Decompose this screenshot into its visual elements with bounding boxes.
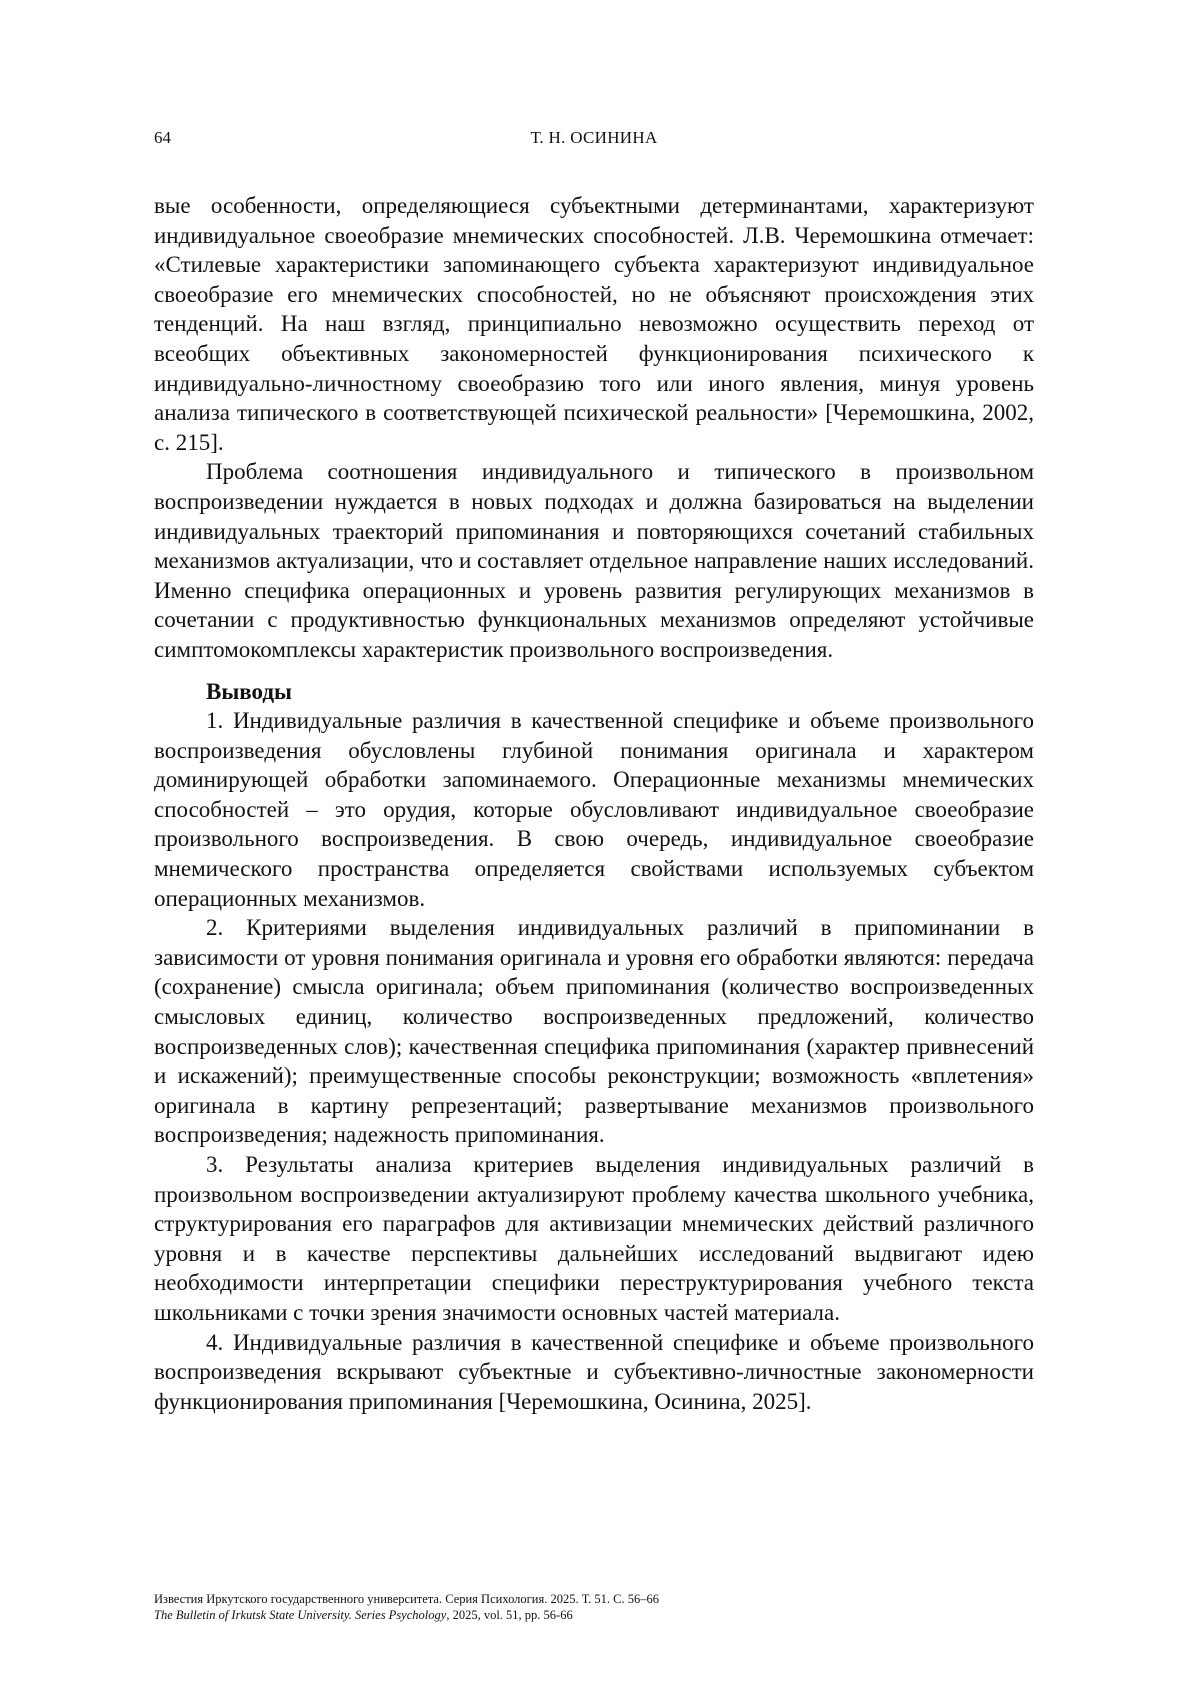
running-title: Т. Н. ОСИНИНА — [530, 128, 658, 147]
footer-citation-ru: Известия Иркутского государственного университета. Серия Психология. 2025. Т. 51. С. 56–66 — [154, 1592, 659, 1606]
footer-journal-title-en: The Bulletin of Irkutsk State University. Series Psychology — [154, 1608, 447, 1622]
page-header — [154, 126, 1034, 150]
page-number: 64 — [154, 128, 171, 147]
footer-volume-en: , 2025, vol. 51, pp. 56-66 — [446, 1608, 573, 1622]
page-footer — [154, 1591, 1034, 1623]
section-heading: Выводы — [206, 678, 292, 704]
conclusion-item: 1. Индивидуальные различия в качественной специфике и объеме произвольного воспроизведения обусловлены глубиной понимания оригинала и характером доминирующей обработки запоминаемого. Операционные механизмы мнемических способностей – это орудия, которые обусловливают индивидуальное своеобразие произвольного воспроизведения. В свою очередь, индивидуальное своеобразие мнемического пространства определяется свойствами используемых субъектом операционных механизмов. — [154, 708, 1034, 911]
article-body — [154, 191, 1034, 1416]
conclusion-item: 4. Индивидуальные различия в качественной специфике и объеме произвольного воспроизведения вскрывают субъектные и субъективно-личностные закономерности функционирования припоминания [Черемошкина, Осинина, 2025]. — [154, 1329, 1034, 1414]
footer-citation-en — [154, 1607, 1034, 1623]
body-paragraph: вые особенности, определяющиеся субъектными детерминантами, характеризуют индивидуальное своеобразие мнемических способностей. Л.В. Черемошкина отмечает: «Стилевые характеристики запоминающего субъекта характеризуют индивидуальное своеобразие его мнемических способностей, но не объясняют происхождения этих тенденций. На наш взгляд, принципиально невозможно осуществить переход от всеобщих объективных закономерностей функционирования психического к индивидуально-личностному своеобразию того или иного явления, минуя уровень анализа типического в соответствующей психической реальности» [Черемошкина, 2002, с. 215]. — [154, 193, 1034, 455]
body-paragraph: Проблема соотношения индивидуального и типического в произвольном воспроизведении нуждается в новых подходах и должна базироваться на выделении индивидуальных траекторий припоминания и повторяющихся сочетаний стабильных механизмов актуализации, что и составляет отдельное направление наших исследований. Именно специфика операционных и уровень развития регулирующих механизмов в сочетании с продуктивностью функциональных механизмов определяют устойчивые симптомокомплексы характеристик произвольного воспроизведения. — [154, 459, 1034, 662]
conclusion-item: 3. Результаты анализа критериев выделения индивидуальных различий в произвольном воспроизведении актуализируют проблему качества школьного учебника, структурирования его параграфов для активизации мнемических действий различного уровня и в качестве перспективы дальнейших исследований выдвигают идею необходимости интерпретации специфики переструктурирования учебного текста школьниками с точки зрения значимости основных частей материала. — [154, 1152, 1034, 1325]
conclusion-item: 2. Критериями выделения индивидуальных различий в припоминании в зависимости от уровня понимания оригинала и уровня его обработки являются: передача (сохранение) смысла оригинала; объем припоминания (количество воспроизведенных смысловых единиц, количество воспроизведенных предложений, количество воспроизведенных слов); качественная специфика припоминания (характер привнесений и искажений); преимущественные способы реконструкции; возможность «вплетения» оригинала в картину репрезентаций; развертывание механизмов произвольного воспроизведения; надежность припоминания. — [154, 915, 1034, 1148]
